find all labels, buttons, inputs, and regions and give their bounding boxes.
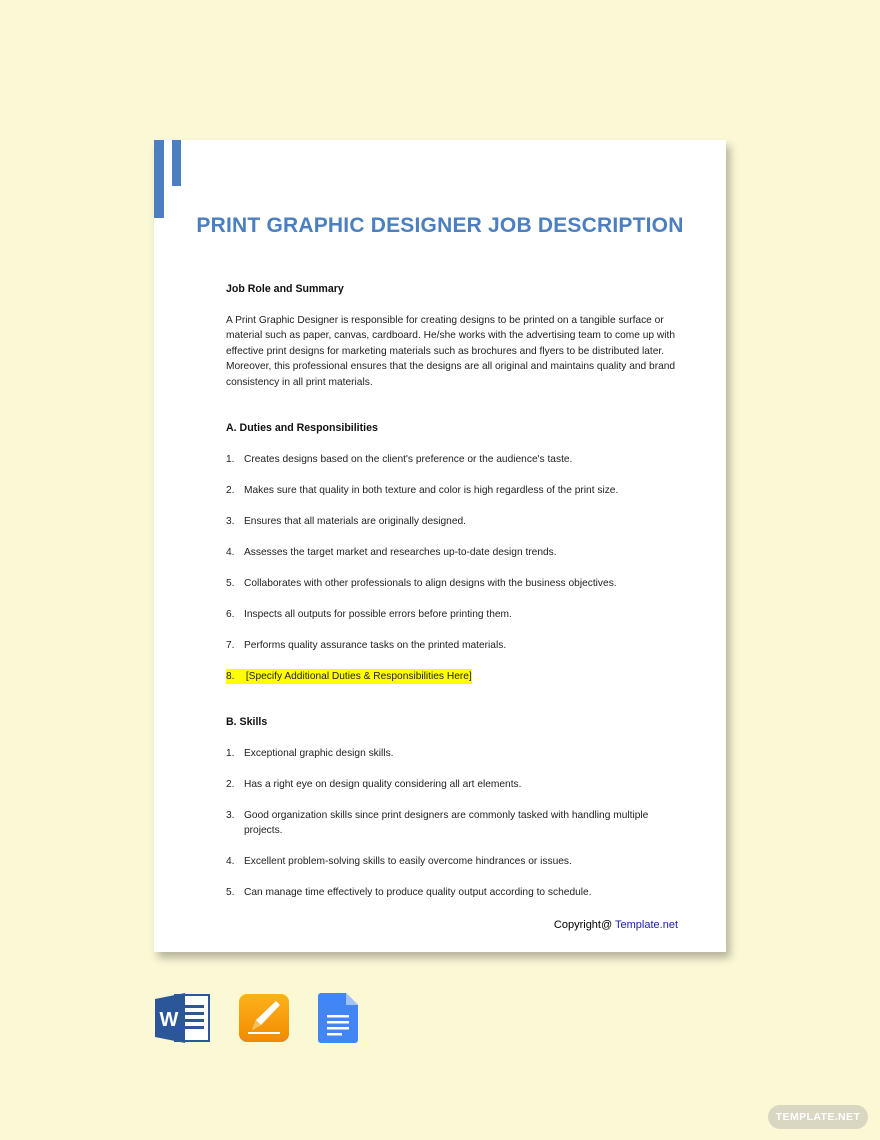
copyright-notice: Copyright@ Template.net [553, 919, 678, 931]
list-item: 1. Creates designs based on the client's preference or the audience's taste. [226, 453, 573, 465]
word-letter: W [159, 1009, 179, 1031]
word-icon[interactable] [155, 993, 211, 1043]
highlighted-placeholder: 8. [Specify Additional Duties & Responsibilities Here] [226, 669, 472, 685]
duties-list [226, 452, 686, 685]
list-item: 2. Makes sure that quality in both texture and color is high regardless of the print size. [226, 484, 619, 496]
summary-text: A Print Graphic Designer is responsible for creating designs to be printed on a tangible surface or material such as paper, canvas, cardboard. He/she works with the advertising team to come up with effective print designs for marketing materials such as brochures and flyers to be distributed later. Moreover, this professional ensures that the designs are all original and maintains quality and brand consistency in all print materials. [226, 314, 676, 388]
list-item-placeholder [226, 669, 686, 685]
list-item: 3. Ensures that all materials are originally designed. [226, 515, 466, 527]
document-title: PRINT GRAPHIC DESIGNER JOB DESCRIPTION [196, 214, 684, 237]
list-item: 5. Can manage time effectively to produce quality output according to schedule. [226, 887, 592, 898]
list-item: 4. Excellent problem-solving skills to easily overcome hindrances or issues. [226, 856, 572, 867]
pages-icon[interactable] [238, 993, 290, 1043]
list-item: 3. Good organization skills since print designers are commonly tasked with handling multiple projects. [226, 809, 649, 836]
duties-heading: A. Duties and Responsibilities [226, 422, 378, 434]
template-link[interactable]: Template.net [615, 919, 678, 931]
accent-bar-long [154, 140, 164, 218]
list-item: 5. Collaborates with other professionals to align designs with the business objectives. [226, 577, 617, 589]
document-body [226, 282, 686, 901]
document-page [154, 140, 726, 952]
template-watermark: TEMPLATE.NET [768, 1105, 868, 1129]
summary-heading: Job Role and Summary [226, 283, 344, 295]
skills-list [226, 746, 686, 901]
list-item: 6. Inspects all outputs for possible errors before printing them. [226, 608, 512, 620]
list-item: 4. Assesses the target market and researches up-to-date design trends. [226, 546, 557, 558]
accent-bar-short [172, 140, 181, 186]
list-item: 7. Performs quality assurance tasks on the printed materials. [226, 639, 507, 651]
skills-heading: B. Skills [226, 716, 268, 728]
list-item: 1. Exceptional graphic design skills. [226, 747, 394, 759]
list-item: 2. Has a right eye on design quality considering all art elements. [226, 778, 522, 790]
google-docs-icon[interactable] [318, 993, 358, 1043]
